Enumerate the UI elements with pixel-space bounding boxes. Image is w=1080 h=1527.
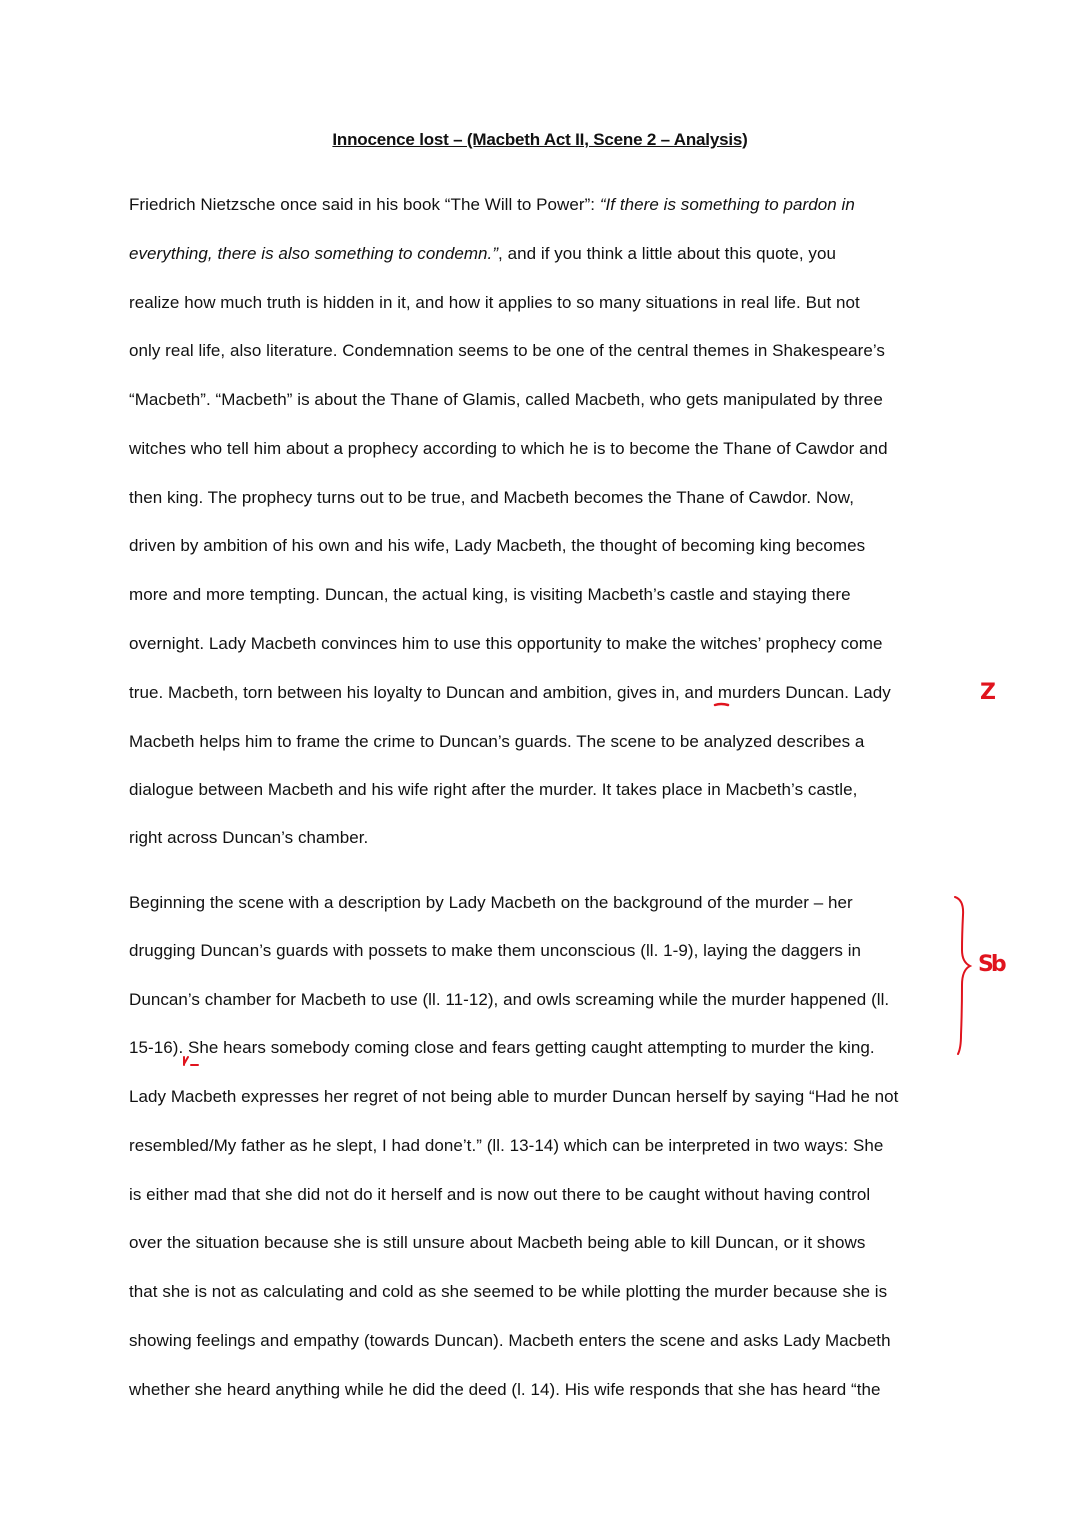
text-span: Friedrich Nietzsche once said in his book “The Will to Power”: (129, 195, 600, 214)
correction-mark-sb: Sb (978, 952, 1004, 977)
paragraph-2-line-8: over the situation because she is still unsure about Macbeth being able to kill Duncan, or it shows (129, 1233, 866, 1252)
insertion-caret (184, 1057, 198, 1065)
paragraph-2-line-3: Duncan’s chamber for Macbeth to use (ll. 11-12), and owls screaming while the murder happened (ll. (129, 990, 890, 1009)
paragraph-1-line-12: Macbeth helps him to frame the crime to Duncan’s guards. The scene to be analyzed describes a (129, 732, 865, 751)
paragraph-1-line-2 (129, 244, 836, 264)
paragraph-1-line-11: true. Macbeth, torn between his loyalty to Duncan and ambition, gives in, and murders Duncan. Lady (129, 683, 891, 702)
paragraph-1-line-8: driven by ambition of his own and his wife, Lady Macbeth, the thought of becoming king becomes (129, 536, 866, 555)
paragraph-2-line-7: is either mad that she did not do it herself and is now out there to be caught without having control (129, 1185, 871, 1204)
paragraph-1-line-7: then king. The prophecy turns out to be true, and Macbeth becomes the Thane of Cawdor. Now, (129, 488, 854, 507)
paragraph-2-line-10: showing feelings and empathy (towards Duncan). Macbeth enters the scene and asks Lady Macbeth (129, 1331, 891, 1350)
text-span: , and if you think a little about this quote, you (498, 244, 836, 263)
paragraph-2-line-1: Beginning the scene with a description by Lady Macbeth on the background of the murder – her (129, 893, 853, 912)
paragraph-2-line-6: resembled/My father as he slept, I had done’t.” (ll. 13-14) which can be interpreted in two ways: She (129, 1136, 884, 1155)
correction-underline (715, 704, 728, 705)
paragraph-1-line-13: dialogue between Macbeth and his wife right after the murder. It takes place in Macbeth’s castle, (129, 780, 858, 799)
quote-italic: everything, there is also something to condemn.” (129, 244, 499, 263)
paragraph-1-line-1 (129, 195, 855, 215)
paragraph-1-line-3: realize how much truth is hidden in it, and how it applies to so many situations in real life. But not (129, 293, 860, 312)
paragraph-2-line-4: 15-16). She hears somebody coming close and fears getting caught attempting to murder the king. (129, 1038, 875, 1057)
paragraph-1-line-6: witches who tell him about a prophecy according to which he is to become the Thane of Cawdor and (129, 439, 888, 458)
paragraph-1-line-9: more and more tempting. Duncan, the actual king, is visiting Macbeth’s castle and staying there (129, 585, 851, 604)
paragraph-2-line-9: that she is not as calculating and cold as she seemed to be while plotting the murder because she is (129, 1282, 888, 1301)
paragraph-1-line-5: “Macbeth”. “Macbeth” is about the Thane of Glamis, called Macbeth, who gets manipulated by three (129, 390, 883, 409)
document-title: Innocence lost – (Macbeth Act II, Scene 2 – Analysis) (332, 130, 748, 149)
quote-italic: “If there is something to pardon in (599, 195, 855, 214)
correction-mark-z: Z (980, 680, 996, 705)
paragraph-1-line-10: overnight. Lady Macbeth convinces him to use this opportunity to make the witches’ prophecy come (129, 634, 883, 653)
paragraph-2-line-2: drugging Duncan’s guards with possets to make them unconscious (ll. 1-9), laying the daggers in (129, 941, 862, 960)
paragraph-2-line-5: Lady Macbeth expresses her regret of not being able to murder Duncan herself by saying “Had he not (129, 1087, 899, 1106)
paragraph-1-line-4: only real life, also literature. Condemnation seems to be one of the central themes in Shakespeare’s (129, 341, 885, 360)
paragraph-2-line-11: whether she heard anything while he did the deed (l. 14). His wife responds that she has heard “the (129, 1380, 881, 1399)
margin-brace (955, 897, 970, 1054)
paragraph-1-line-14: right across Duncan’s chamber. (129, 828, 369, 847)
